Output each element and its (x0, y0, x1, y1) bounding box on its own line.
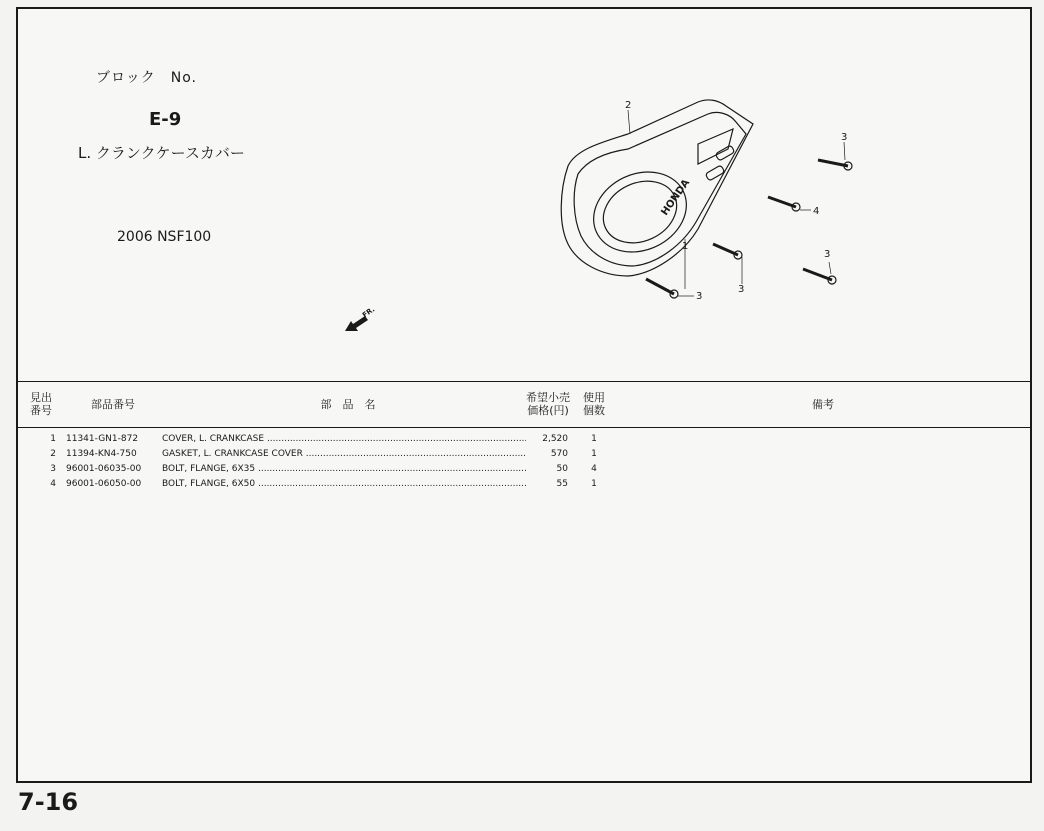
table-header (18, 381, 1030, 428)
page-number: 7-16 (18, 788, 79, 816)
block-title: L. クランクケースカバー (78, 144, 245, 162)
crankcase-cover (574, 112, 746, 266)
header-part-name: 部 品 名 (320, 398, 376, 411)
header-part-no: 部品番号 (91, 398, 135, 411)
header-remarks: 備考 (812, 398, 834, 411)
model-name: 2006 NSF100 (117, 229, 212, 245)
bolt-3-b (713, 244, 742, 259)
block-label: ブロック No. (96, 70, 197, 86)
callout-2: 2 (625, 100, 632, 111)
header-price: 希望小売 価格(円) (526, 391, 570, 417)
callout-1: 1 (682, 241, 689, 252)
table-row: 1 11341-GN1-872 COVER, L. CRANKCASE ..... 2,520 1 (18, 434, 1030, 449)
bolt-4 (768, 197, 800, 211)
callout-3-a: 3 (841, 132, 848, 143)
callout-4: 4 (813, 206, 820, 217)
page-frame (16, 7, 1032, 783)
bolt-3-c (803, 269, 836, 284)
header-ref-no: 見出 番号 (30, 391, 52, 417)
callout-3-b: 3 (738, 284, 745, 295)
block-code: E-9 (149, 109, 182, 130)
table-row: 2 11394-KN4-750 GASKET, L. CRANKCASE COVER ..... 570 1 (18, 449, 1030, 464)
bolt-3-d (646, 279, 678, 298)
fr-label: FR. (361, 305, 377, 320)
header-qty: 使用 個数 (583, 391, 605, 417)
table-row: 3 96001-06035-00 BOLT, FLANGE, 6X35 ..... 50 4 (18, 464, 1030, 479)
table-row: 4 96001-06050-00 BOLT, FLANGE, 6X50 ..... 55 1 (18, 479, 1030, 494)
parts-diagram (548, 94, 868, 309)
callout-3-c: 3 (824, 249, 831, 260)
front-arrow-icon (343, 305, 383, 335)
bolt-3-a (818, 160, 852, 170)
honda-logo: HONDA (659, 177, 693, 218)
callout-3-d: 3 (696, 291, 703, 302)
